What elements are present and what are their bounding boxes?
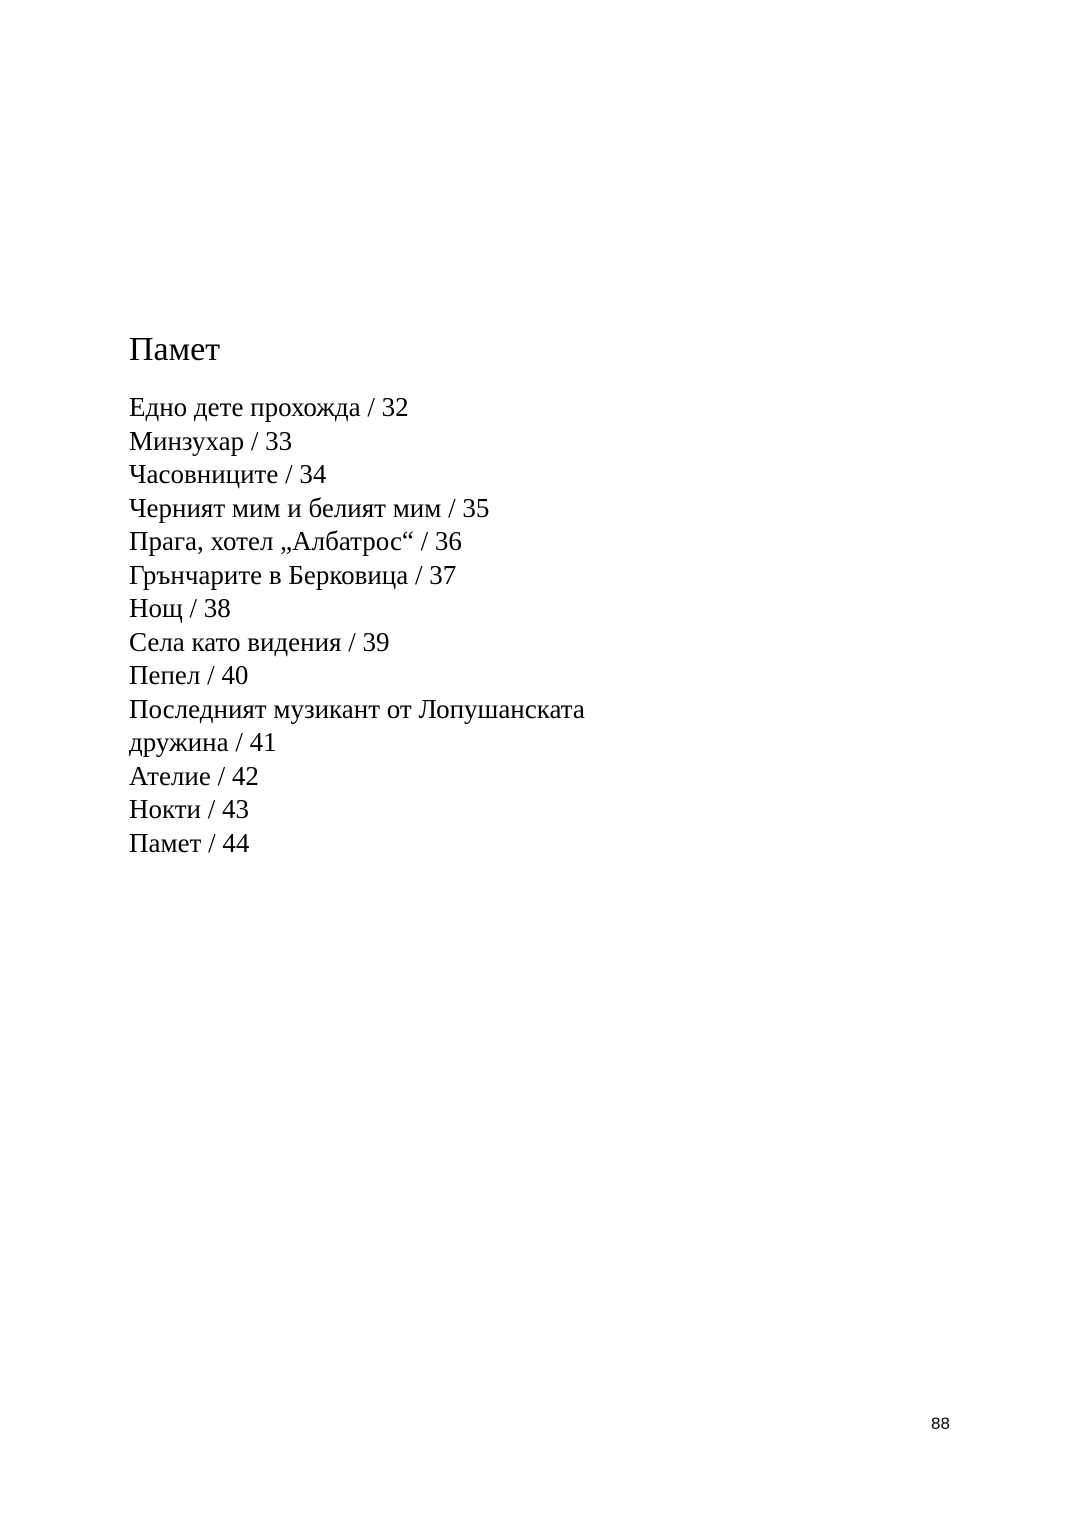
toc-entry: Нокти / 43 [129,794,250,824]
page-number: 88 [931,1414,950,1433]
toc-entry: Пепел / 40 [129,660,249,690]
toc-entry: Последният музикант от Лопушанската [129,693,585,724]
toc-entry: Черният мим и белият мим / 35 [129,492,490,523]
toc-entry: Памет / 44 [129,827,250,858]
toc-entry: Прага, хотел „Албатрос“ / 36 [129,526,462,556]
table-of-contents [129,391,585,860]
toc-entry: Едно дете прохожда / 32 [129,392,409,422]
toc-entry: Минзухар / 33 [129,425,293,456]
section-title: Памет [129,331,221,368]
toc-entry: Часовниците / 34 [129,459,327,489]
toc-entry: Нощ / 38 [129,593,231,623]
toc-entry: Грънчарите в Берковица / 37 [129,559,457,590]
toc-entry: Ателие / 42 [129,760,259,791]
toc-entry-continuation: дружина / 41 [129,727,277,757]
toc-entry: Села като видения / 39 [129,626,390,657]
